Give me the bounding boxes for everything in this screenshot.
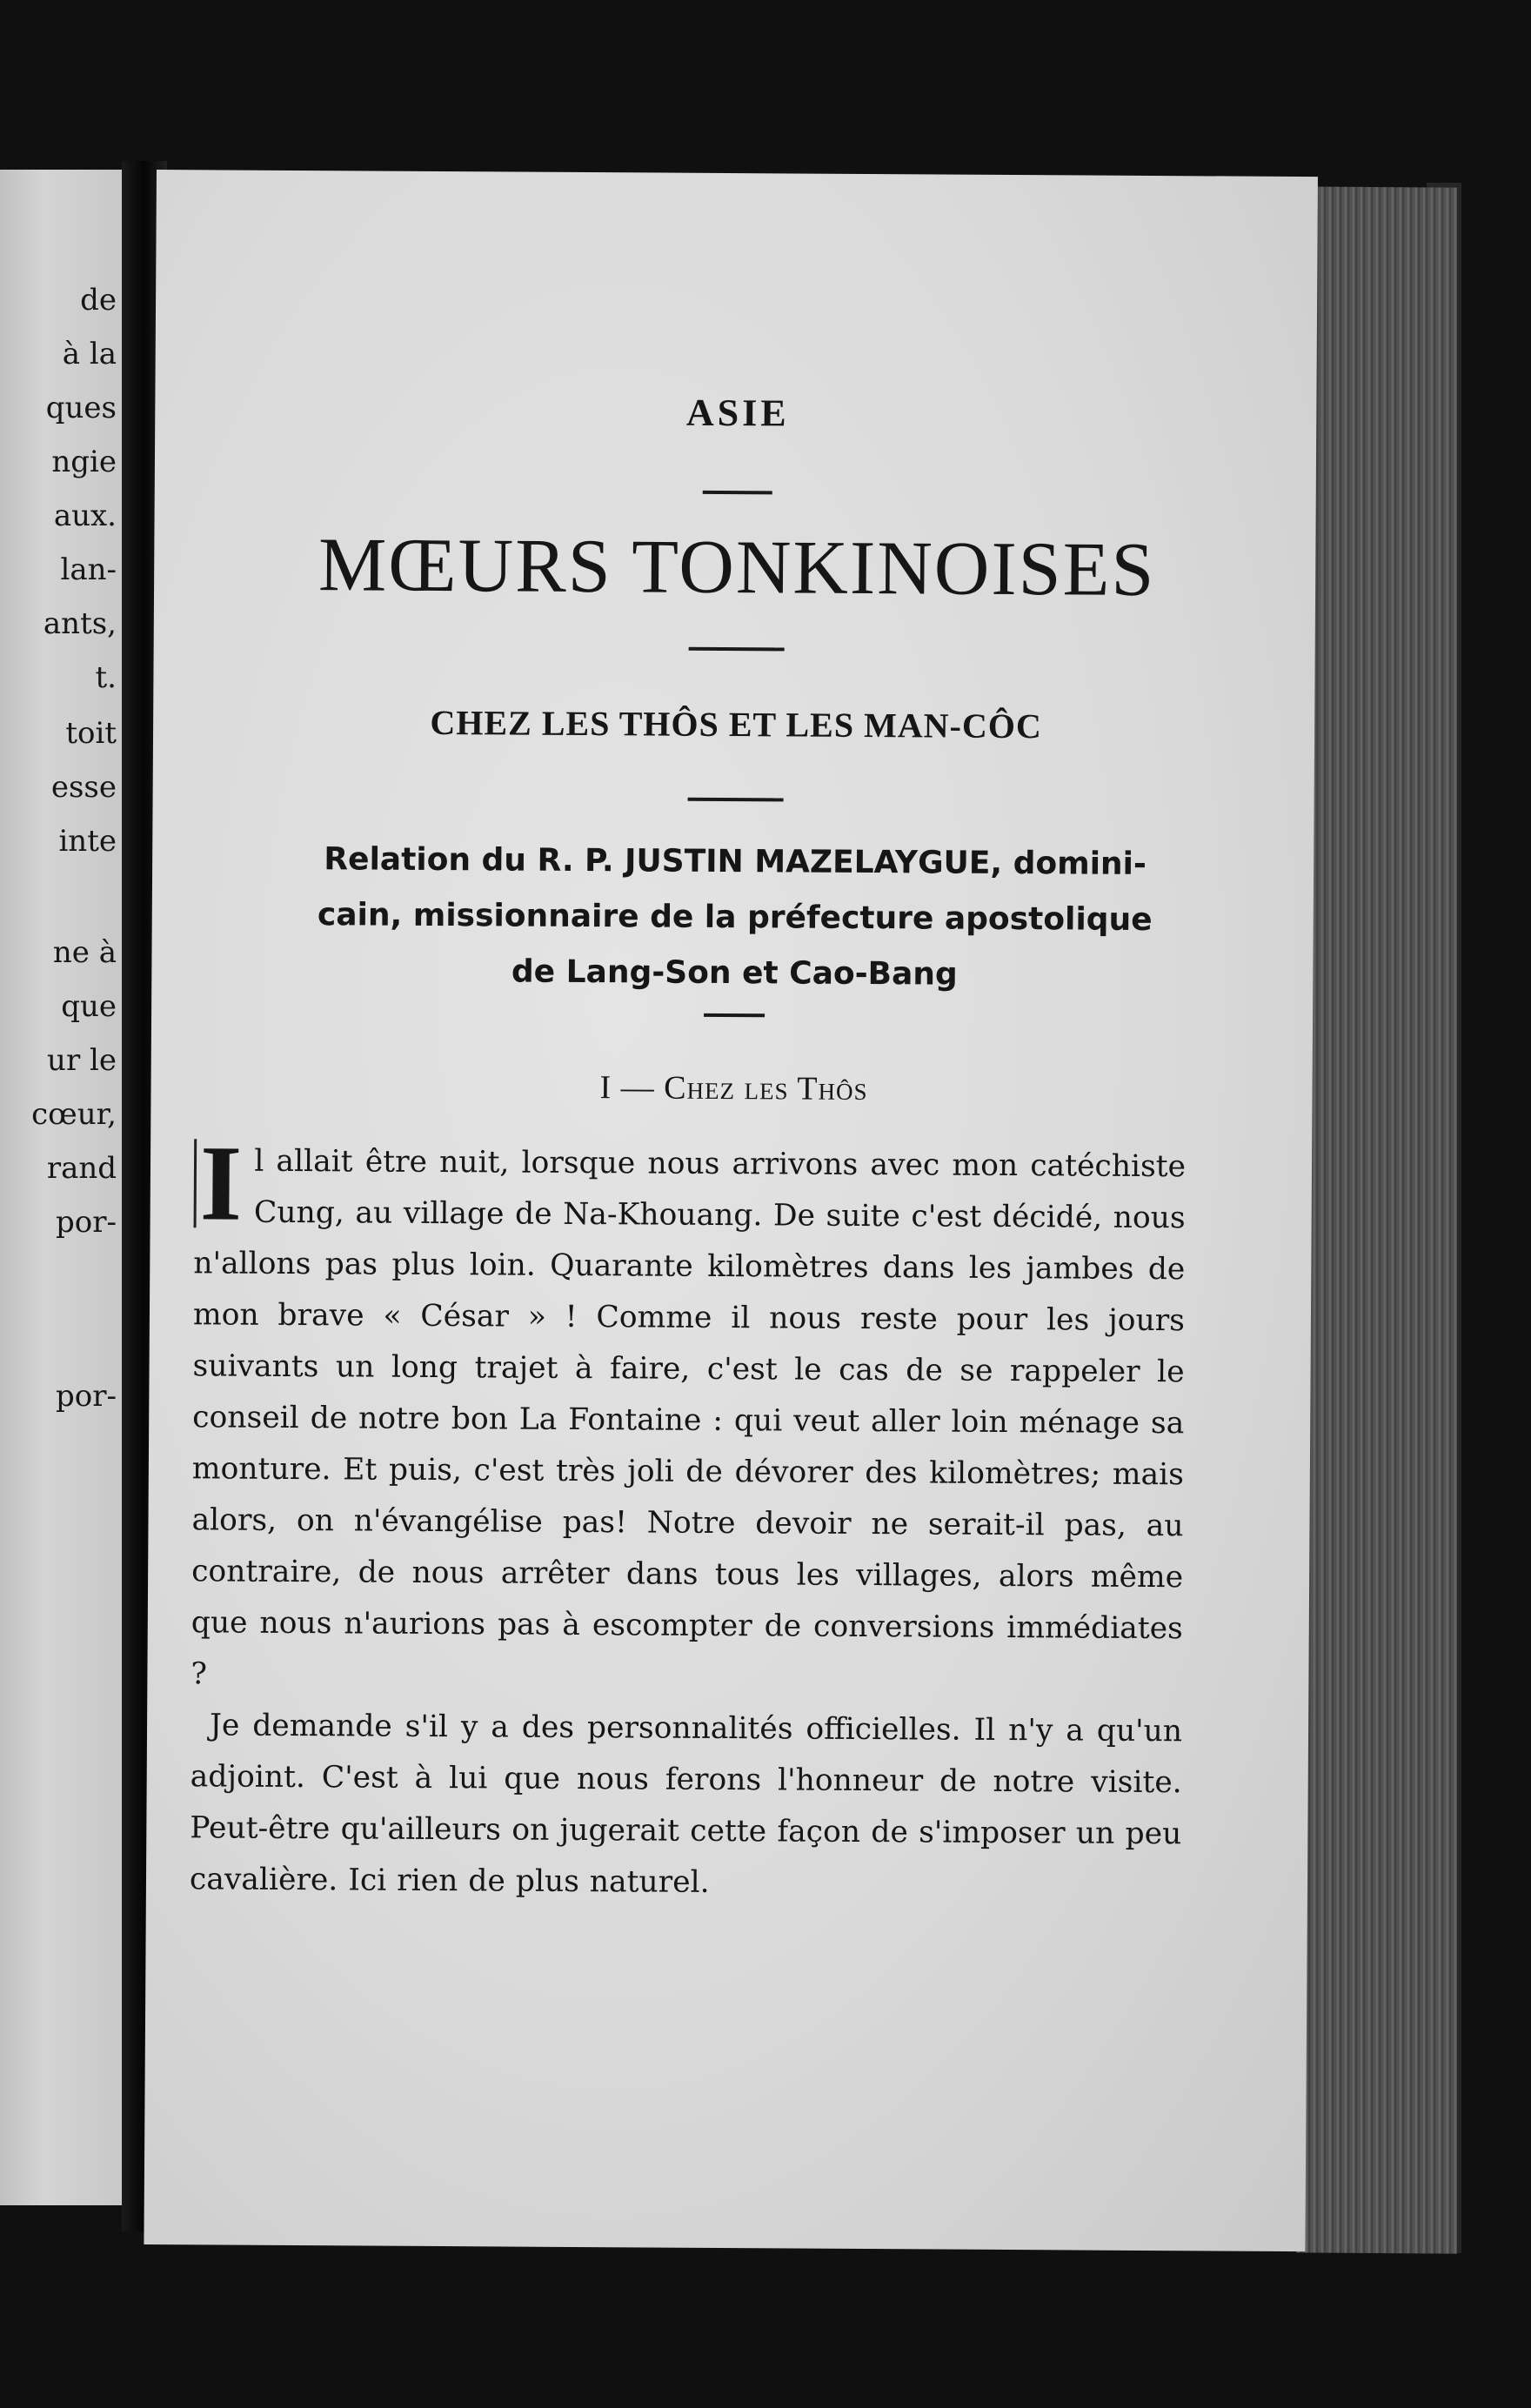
chapter-heading — [194, 1066, 1273, 1111]
divider — [688, 798, 784, 802]
text-fragment: esse — [50, 770, 117, 805]
text-fragment: cœur, — [31, 1097, 117, 1132]
text-fragment: por- — [56, 1205, 117, 1240]
text-fragment: lan- — [60, 552, 117, 587]
body-text — [189, 1123, 1187, 1911]
text-fragment: ngie — [51, 445, 117, 479]
text-fragment: inte — [58, 824, 117, 859]
text-fragment: que — [61, 989, 117, 1024]
text-fragment: de — [80, 283, 117, 318]
drop-cap: I — [194, 1139, 243, 1227]
book-page — [144, 170, 1318, 2251]
divider — [689, 647, 785, 652]
text-fragment: aux. — [53, 498, 117, 533]
byline-line: Relation du R. P. JUSTIN MAZELAYGUE, domini- — [324, 841, 1147, 882]
text-fragment: à la — [62, 337, 117, 371]
previous-page-fragment — [0, 170, 122, 2205]
chapter-title: I — Chez les Thôs — [599, 1069, 868, 1108]
text-fragment: ne à — [52, 935, 117, 970]
byline-line: de Lang-Son et Cao-Bang — [511, 953, 958, 993]
divider — [704, 1013, 765, 1017]
paragraph — [190, 1700, 1182, 1911]
text-fragment: toit — [65, 716, 117, 751]
divider — [703, 491, 772, 494]
text-fragment: rand — [46, 1151, 117, 1186]
text-fragment: ques — [45, 391, 117, 425]
text-fragment: ur le — [47, 1043, 117, 1078]
paragraph-text: Je demande s'il y a des personnalités officielles. Il n'y a qu'un adjoint. C'est à lui que nous ferons l'honneur de notre visite. Peut-être qu'ailleurs on jugerait cette façon de s'imposer un peu cavalière. Ici rien de plus naturel. — [189, 1708, 1183, 1900]
paragraph — [191, 1123, 1187, 1706]
byline-line: cain, missionnaire de la préfecture apostolique — [317, 897, 1153, 939]
paragraph-text: l allait être nuit, lorsque nous arrivons avec mon catéchiste Cung, au village de Na-Khouang. De suite c'est décidé, nous n'allons pas plus loin. Quarante kilomètres dans les jambes de mon brave « César » ! Comme il nous reste pour les jours suivants un long trajet à faire, c'est le cas de se rappeler le conseil de notre bon La Fontaine : qui veut aller loin ménage sa monture. Et puis, c'est très joli de dévorer des kilomètres; mais alors, on n'évangélise pas! Notre devoir ne serait-il pas, au contraire, de nous arrêter dans tous les villages, alors même que nous n'aurions pas à escompter de conversions immédiates ? — [191, 1143, 1187, 1692]
page-content — [189, 170, 1279, 1900]
page-stack-edges — [1296, 186, 1457, 2253]
section-heading: ASIE — [685, 391, 790, 435]
text-fragment: ants, — [43, 606, 117, 641]
article-title: MŒURS TONKINOISES — [318, 523, 1156, 613]
text-fragment: t. — [95, 660, 117, 695]
article-subtitle: CHEZ LES THÔS ET LES MAN-CÔC — [430, 702, 1042, 746]
text-fragment: por- — [56, 1379, 117, 1414]
byline — [195, 831, 1274, 1005]
